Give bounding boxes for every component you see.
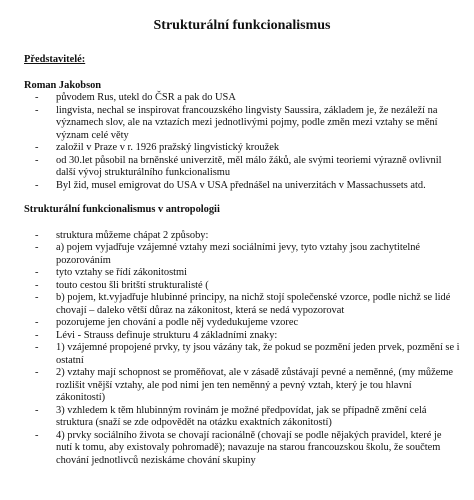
- spacer: [24, 217, 460, 230]
- person-bullet-list: [24, 92, 460, 192]
- list-item: - lingvista, nechal se inspirovat francouzského lingvisty Saussira, základem je, že nezáleží na významech slov, ale na vztazích mezi jednotlivými pojmy, podle změn mezi vztahy se mění význam celé věty: [24, 105, 460, 143]
- list-item: - založil v Praze v r. 1926 pražský lingvistický kroužek: [24, 142, 460, 155]
- list-item: - 3) vzhledem k těm hlubinným rovinám je možné předpovídat, jak se případně změní celá struktura (snaží se zde odpovědět na otázku exaktních zákonitostí): [24, 405, 460, 430]
- anthropology-bullet-list: [24, 230, 460, 468]
- list-item: - struktura můžeme chápat 2 způsoby:: [24, 230, 460, 243]
- representatives-heading: Představitelé:: [24, 54, 86, 65]
- list-item: - 4) prvky sociálního života se chovají racionálně (chovají se podle nějakých pravidel, které je nutí k tomu, aby existovaly pohromadě); navazuje na starou francouzskou školu, že součtem chování jednotlivců neziskáme chování skupiny: [24, 430, 460, 468]
- person-name: Roman Jakobson: [24, 79, 102, 91]
- list-item: - touto cestou šli britští strukturalisté (: [24, 280, 460, 293]
- list-item: - Lévi - Strauss definuje strukturu 4 základními znaky:: [24, 330, 460, 343]
- list-item: - pozorujeme jen chování a podle něj vydedukujeme vzorec: [24, 317, 460, 330]
- list-item: - 1) vzájemné propojené prvky, ty jsou vázány tak, že pokud se pozmění jeden prvek, pozmění se i ostatní: [24, 342, 460, 367]
- section-heading-anthropology: Strukturální funkcionalismus v antropologii: [24, 204, 220, 215]
- list-item: - Byl žid, musel emigrovat do USA v USA přednášel na univerzitách v Massachussets atd.: [24, 180, 460, 193]
- list-item: - tyto vztahy se řídí zákonitostmi: [24, 267, 460, 280]
- list-item: - původem Rus, utekl do ČSR a pak do USA: [24, 92, 460, 105]
- spacer: [24, 67, 460, 80]
- list-item: - od 30.let působil na brněnské univerzitě, měl málo žáků, ale svými teoriemi výrazně ovlivnil další vývoj strukturálního funkcionalismu: [24, 155, 460, 180]
- list-item: - 2) vztahy mají schopnost se proměňovat, ale v zásadě zůstávají pevné a neměnné, (my můžeme rozlišit vnější vztahy, ale pod nimi jen ten neměnný a pevný vztah, který je tou hlavní zákonitostí): [24, 367, 460, 405]
- list-item: - b) pojem, kt.vyjadřuje hlubinné principy, na nichž stojí společenské vzorce, podle nichž se lidé chovají – daleko větší důraz na zákonitost, která se nedá vypozorovat: [24, 292, 460, 317]
- document-title: Strukturální funkcionalismus: [153, 18, 331, 33]
- list-item: - a) pojem vyjadřuje vzájemné vztahy mezi sociálními jevy, tyto vztahy jsou zachytitelné pozorováním: [24, 242, 460, 267]
